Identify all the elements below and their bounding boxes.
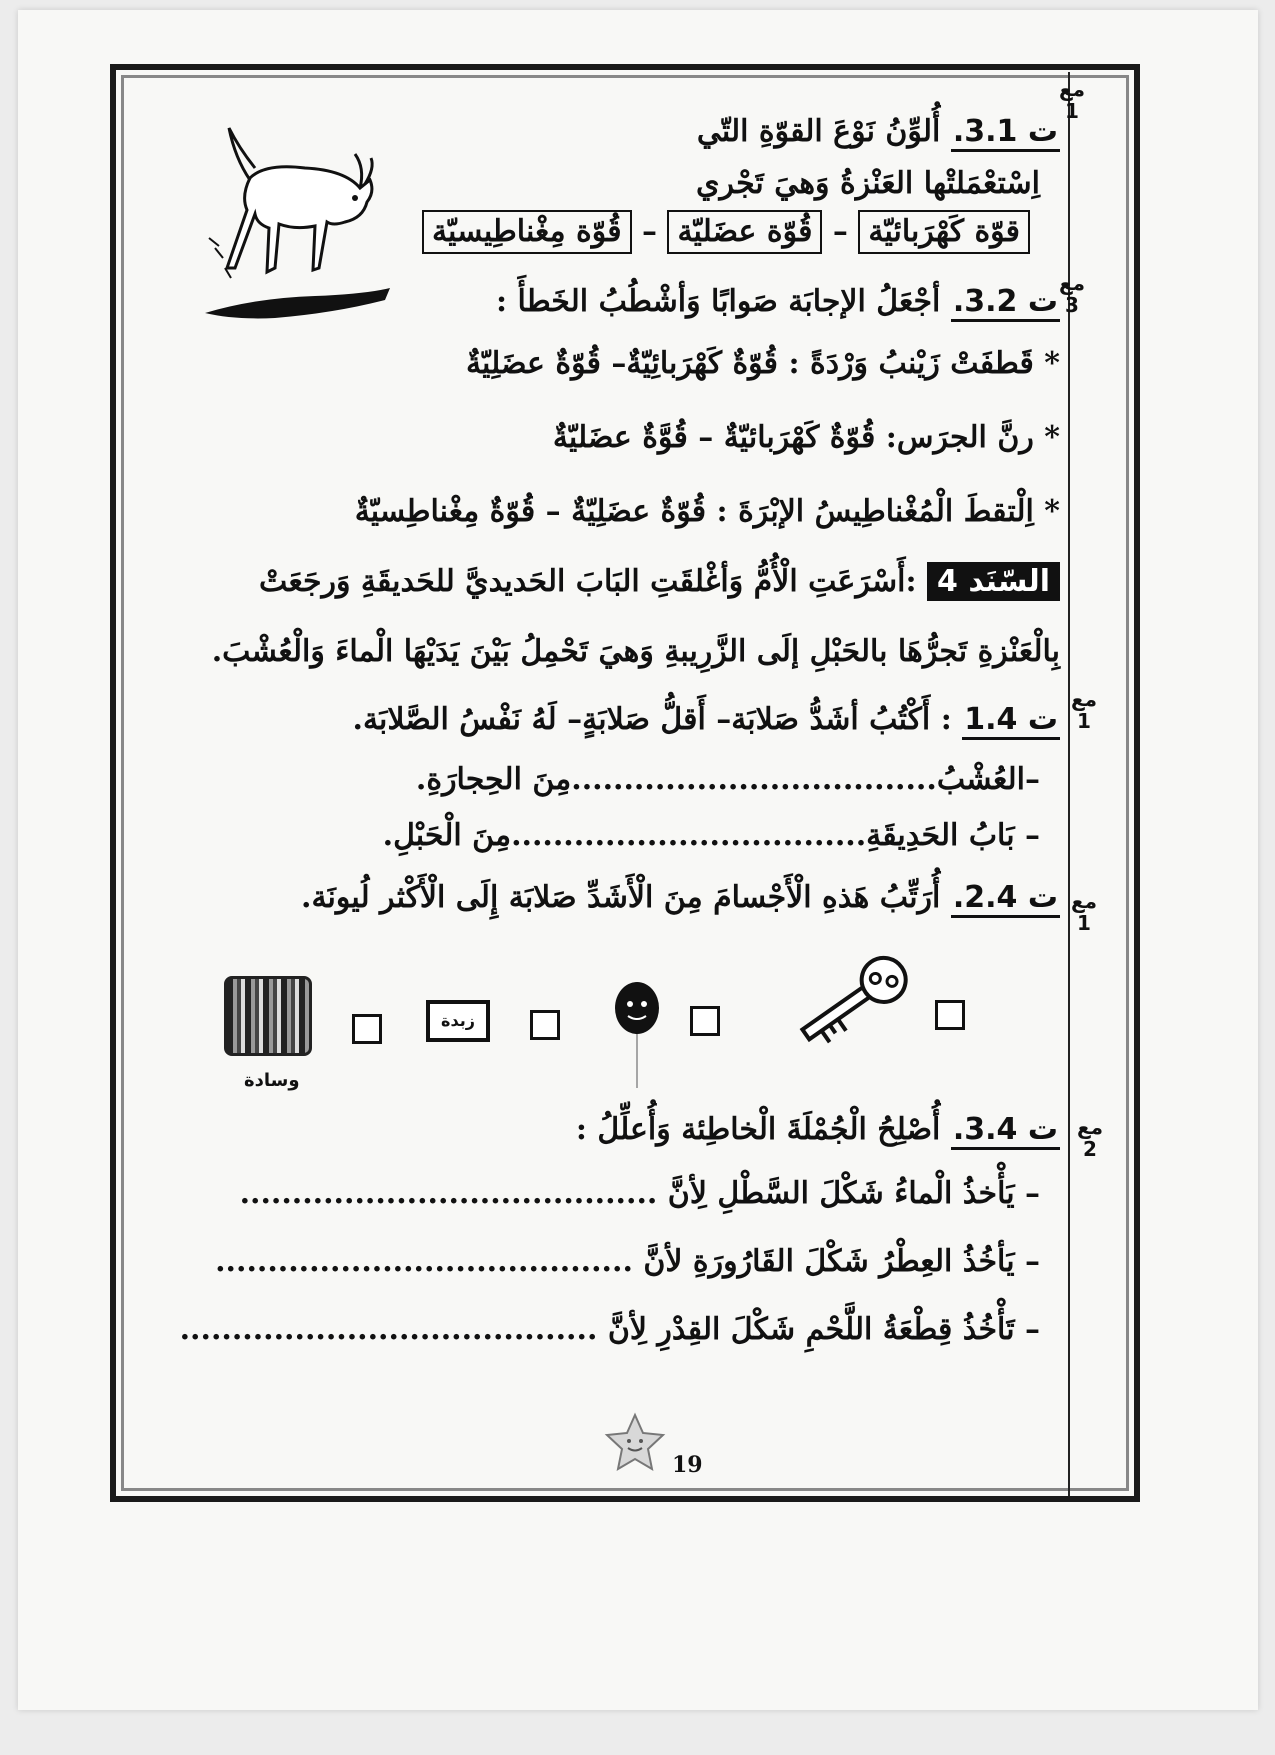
q31-text-1: أُلوِّنُ نَوْعَ القوّةِ التّي xyxy=(696,114,941,149)
margin-mark-q31: مع 1 xyxy=(1058,77,1086,123)
q32-item-1: * قَطفَتْ زَيْنبُ وَرْدَةً : قُوّةٌ كَهْرَبائِيّةٌ– قُوّةٌ عضَلِيّةٌ xyxy=(465,346,1060,381)
q34-item3-blank[interactable]: ........................................ xyxy=(179,1312,598,1347)
balloon-icon xyxy=(612,980,662,1090)
page-number: 19 xyxy=(672,1452,703,1478)
key-icon xyxy=(790,950,920,1050)
q14-row1-subject: –العُشْبُ xyxy=(936,762,1040,797)
q34-item3-text: – تَأْخُذُ قِطْعَةُ اللَّحْمِ شَكْلَ القِدْرِ لِأنَّ xyxy=(607,1312,1040,1347)
sanad4-label: السّنَد 4 xyxy=(927,562,1060,601)
q14-row1-blank[interactable]: ................................... xyxy=(571,762,937,797)
q34-label: ت 3.4. xyxy=(951,1112,1060,1150)
q14-row1-comparison: مِنَ الحِجارَةِ. xyxy=(415,762,572,797)
q14-row2-subject: – بَابُ الحَدِيقَةِ xyxy=(866,818,1040,853)
margin-mark-q34: مع 2 xyxy=(1076,1115,1104,1161)
option-muscle-force[interactable]: قُوّة عضَليّة xyxy=(667,210,822,254)
sanad4-line1 xyxy=(259,560,1060,604)
q24-header xyxy=(301,876,1060,920)
q31-text-2: اِسْتعْمَلتْها العَنْزةُ وَهيَ تَجْري xyxy=(696,166,1040,201)
q32-item-3: * اِلْتقطَ الْمُغْناطِيسُ الإبْرَةَ : قُوّةٌ عضَلِيّةٌ – قُوّةٌ مِغْناطِسيّةٌ xyxy=(354,494,1060,529)
q32-item-2: * رنَّ الجرَس: قُوّةٌ كَهْرَبائيّةٌ – قُوَّةٌ عضَليّةٌ xyxy=(552,420,1060,455)
checkbox-key[interactable] xyxy=(935,1000,965,1030)
goat-illustration xyxy=(195,118,395,328)
q31-label: ت 3.1. xyxy=(951,114,1060,152)
sanad4-text-1: :أَسْرَعَتِ الْأُمُّ وَأغْلقَتِ البَابَ الحَديديَّ للحَديقَةِ وَرجَعَتْ xyxy=(259,564,917,599)
q34-item-2 xyxy=(215,1240,1040,1284)
q14-row2-comparison: مِنَ الْحَبْلِ. xyxy=(382,818,512,853)
q24-instruction: أُرَتِّبُ هَذهِ الْأَجْسامَ مِنَ الْأَشَدِّ صَلابَة إِلَى الْأَكْثر لُيونَة. xyxy=(301,880,941,915)
option-separator: – xyxy=(642,214,657,249)
q34-item1-text: – يَأْخذُ الْماءُ شَكْلَ السَّطْلِ لِأنَّ xyxy=(667,1176,1040,1211)
q14-instruction: : أَكْتُبُ أشَدُّ صَلابَة– أَقلُّ صَلابَةٍ– لَهُ نَفْسُ الصَّلابَة. xyxy=(352,702,952,737)
checkbox-pillow[interactable] xyxy=(352,1014,382,1044)
q31-line2 xyxy=(696,162,1040,206)
q34-instruction: أُصْلِحُ الْجُمْلَةَ الْخاطِئة وَأُعلِّلُ : xyxy=(575,1112,941,1147)
q14-label: ت 1.4 xyxy=(962,702,1060,740)
q31-line1 xyxy=(697,110,1060,154)
q32-header xyxy=(496,280,1060,324)
q31-options xyxy=(422,210,1030,254)
margin-mark-q24: مع 1 xyxy=(1070,889,1098,935)
q34-item1-blank[interactable]: ........................................ xyxy=(239,1176,658,1211)
q24-label: ت 2.4. xyxy=(951,880,1060,918)
checkbox-balloon[interactable] xyxy=(690,1006,720,1036)
butter-icon xyxy=(426,1000,490,1042)
pillow-icon xyxy=(224,976,312,1056)
q34-header xyxy=(576,1108,1060,1152)
q34-item-1 xyxy=(240,1172,1040,1216)
q34-item2-blank[interactable]: ........................................ xyxy=(215,1244,633,1279)
q34-item-3 xyxy=(180,1308,1040,1352)
butter-label: زبدة xyxy=(441,1011,475,1030)
option-electric-force[interactable]: قوّة كَهْرَبائيّة xyxy=(858,210,1030,254)
q14-row-1 xyxy=(416,758,1040,802)
q34-item2-text: – يَأخُذُ العِطْرُ شَكْلَ القَارُورَةِ لأنَّ xyxy=(643,1244,1040,1279)
q14-row2-blank[interactable]: .................................. xyxy=(511,818,867,853)
option-magnetic-force[interactable]: قُوّة مِغْناطِيسيّة xyxy=(422,210,632,254)
margin-mark-q32: مع 3 xyxy=(1058,271,1086,317)
q14-row-2 xyxy=(383,814,1040,858)
q14-header xyxy=(353,698,1060,742)
q32-label: ت 3.2. xyxy=(951,284,1060,322)
star-mascot-icon xyxy=(605,1413,665,1471)
option-separator: – xyxy=(832,214,848,249)
pillow-caption: وسادة xyxy=(244,1070,300,1091)
checkbox-butter[interactable] xyxy=(530,1010,560,1040)
sanad4-line2: بِالْعَنْزةِ تَجرُّهَا بالحَبْلِ إلَى الزَّرِيبةِ وَهيَ تَحْمِلُ بَيْنَ يَدَيْهَا الْماءَ وَالْعُشْبَ. xyxy=(211,634,1060,669)
q32-instruction: أجْعَلُ الإجابَة صَوابًا وَأشْطُبُ الخَطأَ : xyxy=(496,284,941,319)
margin-mark-q14: مع 1 xyxy=(1070,687,1098,733)
